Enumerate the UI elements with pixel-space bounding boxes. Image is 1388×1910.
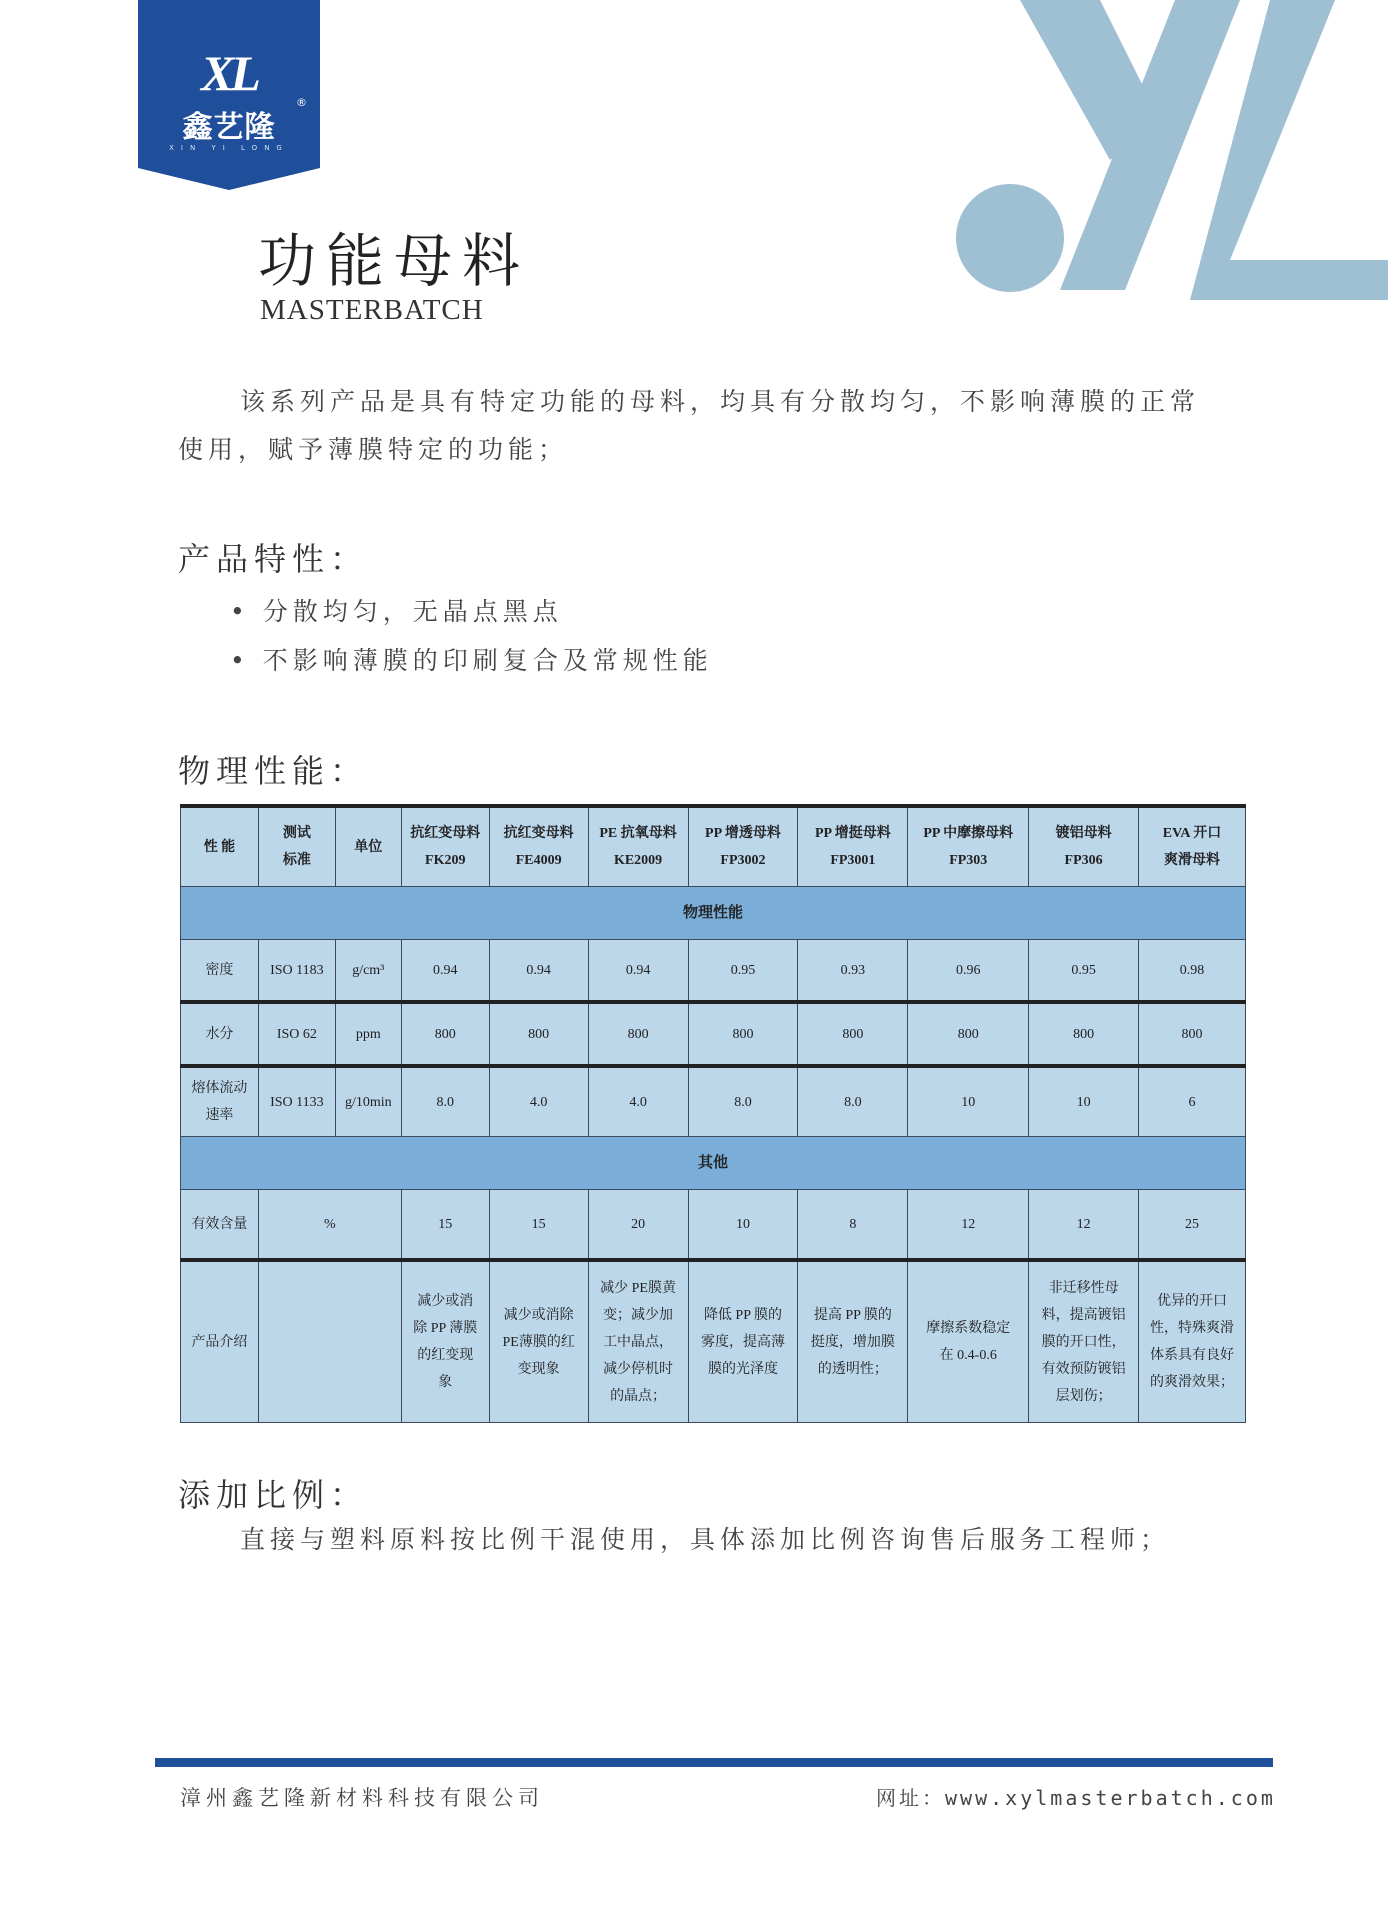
- table-cell: 800: [489, 1002, 588, 1066]
- decorative-logo-graphic: [940, 0, 1388, 300]
- cell-line: 的透明性；: [817, 1361, 888, 1377]
- header-product: [798, 806, 908, 887]
- cell-line: 在 0.4-0.6: [939, 1348, 997, 1363]
- row-label: 密度: [181, 940, 259, 1003]
- header-line: FK209: [425, 853, 466, 868]
- cell-line: 工中晶点，: [603, 1334, 674, 1350]
- empty-cell: [258, 1260, 401, 1423]
- table-cell: 10: [688, 1190, 798, 1261]
- header-line: 爽滑母料: [1164, 853, 1221, 868]
- table-cell: 0.96: [908, 940, 1029, 1003]
- table-cell: 8.0: [688, 1066, 798, 1137]
- row-standard: ISO 62: [258, 1002, 335, 1066]
- cell-line: 层划伤；: [1055, 1388, 1112, 1404]
- table-cell: 12: [1029, 1190, 1139, 1261]
- header-line: EVA 开口: [1162, 826, 1222, 841]
- table-cell: 800: [1139, 1002, 1246, 1066]
- table-cell: 0.94: [401, 940, 489, 1003]
- table-row-content: [181, 1190, 1246, 1261]
- header-line: 镀铝母料: [1055, 826, 1112, 841]
- cell-line: 膜的光泽度: [707, 1361, 778, 1377]
- features-heading: 产品特性：: [178, 540, 369, 578]
- row-label: 水分: [181, 1002, 259, 1066]
- cell-line: 体系具有良好: [1150, 1348, 1235, 1363]
- cell-line: 雾度，提高薄: [700, 1334, 785, 1350]
- header-line: PP 增挺母料: [814, 826, 891, 841]
- row-standard: ISO 1183: [258, 940, 335, 1003]
- physical-properties-heading: 物理性能：: [178, 752, 369, 790]
- logo-name-cn: 鑫艺隆: [182, 110, 276, 145]
- row-label: 产品介绍: [181, 1260, 259, 1423]
- deco-dot: [956, 184, 1064, 292]
- table-cell: 4.0: [489, 1066, 588, 1137]
- cell-line: 优异的开口: [1157, 1294, 1228, 1309]
- header-line: 抗红变母料: [503, 826, 574, 841]
- header-product: [588, 806, 688, 887]
- table-cell: 8: [798, 1190, 908, 1261]
- row-label-line: 速率: [205, 1108, 234, 1123]
- footer-website[interactable]: 网址：www.xylmasterbatch.com: [876, 1786, 1276, 1810]
- table-cell: 800: [688, 1002, 798, 1066]
- table-cell: 10: [908, 1066, 1029, 1137]
- table-cell: [688, 1260, 798, 1423]
- table-cell: 12: [908, 1190, 1029, 1261]
- table-cell: 4.0: [588, 1066, 688, 1137]
- header-line: 标准: [282, 853, 311, 868]
- dosage-text: 直接与塑料原料按比例干混使用，具体添加比例咨询售后服务工程师；: [240, 1525, 1171, 1554]
- header-line: FP306: [1064, 853, 1103, 868]
- spec-table: [180, 804, 1246, 1423]
- header-line: PP 中摩擦母料: [923, 826, 1014, 841]
- header-product: [1139, 806, 1246, 887]
- table-cell: 25: [1139, 1190, 1246, 1261]
- cell-line: 减少或消除: [503, 1307, 574, 1323]
- row-unit: %: [258, 1190, 401, 1261]
- header-product: [401, 806, 489, 887]
- header-product: [1029, 806, 1139, 887]
- table-cell: 15: [401, 1190, 489, 1261]
- table-cell: 800: [908, 1002, 1029, 1066]
- header-line: PP 增透母料: [705, 826, 781, 841]
- cell-line: 降低 PP 膜的: [703, 1307, 782, 1323]
- table-band-row: [181, 887, 1246, 940]
- cell-line: 减少或消: [417, 1294, 474, 1309]
- cell-line: 摩擦系数稳定: [926, 1321, 1011, 1336]
- header-line: 抗红变母料: [410, 826, 481, 841]
- table-cell: [401, 1260, 489, 1423]
- cell-line: 提高 PP 膜的: [813, 1307, 892, 1323]
- row-label-line: 熔体流动: [191, 1081, 248, 1096]
- table-cell: 0.93: [798, 940, 908, 1003]
- cell-line: 膜的开口性，: [1041, 1334, 1126, 1350]
- table-cell: 10: [1029, 1066, 1139, 1137]
- table-cell: 0.94: [588, 940, 688, 1003]
- table-cell: [908, 1260, 1029, 1423]
- cell-line: 象: [438, 1375, 453, 1390]
- cell-line: 性，特殊爽滑: [1150, 1321, 1235, 1336]
- row-unit: g/cm³: [335, 940, 401, 1003]
- cell-line: 减少停机时: [603, 1361, 674, 1377]
- intro-text-line-2: 使用，赋予薄膜特定的功能；: [178, 435, 569, 464]
- cell-line: 变现象: [517, 1361, 560, 1377]
- table-cell: [489, 1260, 588, 1423]
- table-cell: 8.0: [798, 1066, 908, 1137]
- page-title: 功能母料: [258, 227, 531, 295]
- cell-line: PE薄膜的红: [502, 1334, 575, 1350]
- table-cell: [1139, 1260, 1246, 1423]
- row-standard: ISO 1133: [258, 1066, 335, 1137]
- feature-item: • 分散均匀，无晶点黑点: [230, 597, 563, 626]
- table-cell: 20: [588, 1190, 688, 1261]
- cell-line: 料，提高镀铝: [1041, 1307, 1126, 1323]
- row-label: [181, 1066, 259, 1137]
- table-cell: 0.95: [1029, 940, 1139, 1003]
- header-product: [908, 806, 1029, 887]
- header-line: FP3002: [720, 853, 766, 868]
- cell-line: 变；减少加: [603, 1307, 674, 1323]
- footer-divider: [155, 1758, 1273, 1767]
- logo-name-pinyin: XIN YI LONG: [169, 144, 289, 152]
- table-cell: 800: [798, 1002, 908, 1066]
- table-cell: 6: [1139, 1066, 1246, 1137]
- table-cell: 800: [1029, 1002, 1139, 1066]
- cell-line: 的红变现: [417, 1348, 474, 1363]
- feature-item: • 不影响薄膜的印刷复合及常规性能: [230, 646, 713, 675]
- table-cell: 0.95: [688, 940, 798, 1003]
- header-property: 性 能: [181, 806, 259, 887]
- table-cell: 8.0: [401, 1066, 489, 1137]
- header-line: 测试: [282, 826, 311, 841]
- cell-line: 除 PP 薄膜: [413, 1321, 478, 1336]
- header-line: PE 抗氧母料: [599, 826, 677, 841]
- table-cell: [1029, 1260, 1139, 1423]
- table-cell: 800: [401, 1002, 489, 1066]
- header-line: FE4009: [515, 853, 562, 868]
- cell-line: 有效预防镀铝: [1041, 1361, 1126, 1377]
- logo-registered-mark: ®: [296, 96, 307, 109]
- table-cell: 0.94: [489, 940, 588, 1003]
- table-row-intro: [181, 1260, 1246, 1423]
- table-row-moisture: [181, 1002, 1246, 1066]
- table-band-row: [181, 1137, 1246, 1190]
- table-cell: [798, 1260, 908, 1423]
- cell-line: 减少 PE膜黄: [600, 1280, 676, 1296]
- header-line: FP3001: [830, 853, 876, 868]
- band-other: 其他: [181, 1137, 1246, 1190]
- table-cell: 800: [588, 1002, 688, 1066]
- table-row-density: [181, 940, 1246, 1003]
- page-subtitle: MASTERBATCH: [260, 294, 484, 326]
- dosage-heading: 添加比例：: [178, 1476, 369, 1514]
- intro-text-line-1: 该系列产品是具有特定功能的母料，均具有分散均匀，不影响薄膜的正常: [240, 387, 1201, 416]
- header-test-standard: [258, 806, 335, 887]
- header-line: KE2009: [613, 853, 663, 868]
- cell-line: 非迁移性母: [1048, 1280, 1119, 1296]
- row-label: 有效含量: [181, 1190, 259, 1261]
- footer-company-name: 漳州鑫艺隆新材料科技有限公司: [180, 1786, 544, 1810]
- logo-mark: XL: [201, 45, 257, 101]
- cell-line: 的晶点；: [610, 1388, 667, 1404]
- table-cell: [588, 1260, 688, 1423]
- brand-logo-badge: [138, 0, 320, 190]
- row-unit: ppm: [335, 1002, 401, 1066]
- row-unit: g/10min: [335, 1066, 401, 1137]
- header-product: [688, 806, 798, 887]
- table-cell: 15: [489, 1190, 588, 1261]
- cell-line: 的爽滑效果；: [1150, 1375, 1235, 1390]
- table-header-row: [181, 806, 1246, 887]
- header-line: FP303: [949, 853, 988, 868]
- table-row-melt-flow: [181, 1066, 1246, 1137]
- header-product: [489, 806, 588, 887]
- table-cell: 0.98: [1139, 940, 1246, 1003]
- header-unit: 单位: [335, 806, 401, 887]
- cell-line: 挺度，增加膜: [810, 1334, 895, 1350]
- band-physical: 物理性能: [181, 887, 1246, 940]
